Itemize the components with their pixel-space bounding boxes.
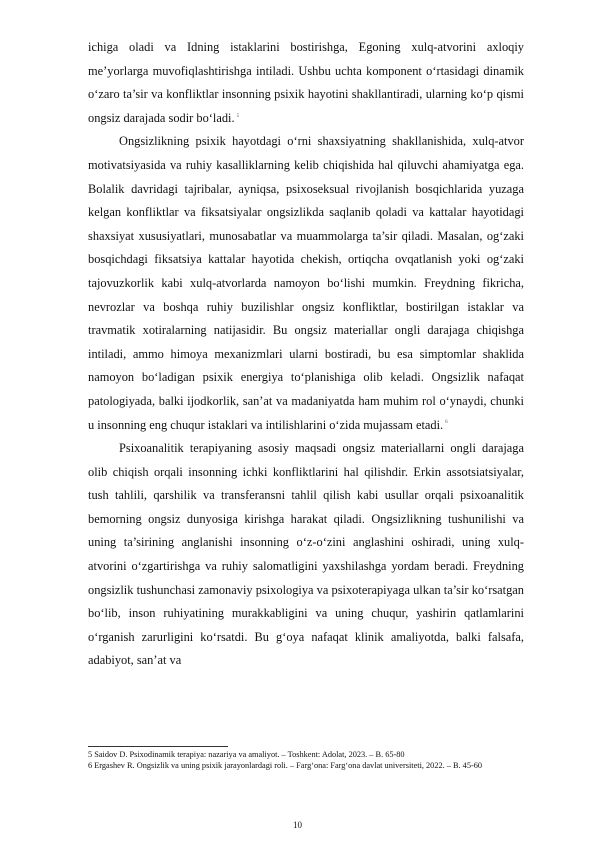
paragraph-1-text: ichiga oladi va Idning istaklarini bostirishga, Egoning xulq-atvorini axloqiy me’yorlarga muvofiqlashtirishga intiladi. Ushbu uchta komponent o‘rtasidagi dinamik o‘zaro ta’sir va konfliktlar insonning psixik hayotini shakllantiradi, ularning ko‘p qismi ongsiz darajada sodir bo‘ladi.: [88, 40, 524, 125]
body-text: [88, 36, 524, 673]
paragraph-1: [88, 36, 524, 130]
paragraph-3: [88, 437, 524, 673]
paragraph-2-text: Ongsizlikning psixik hayotdagi o‘rni shaxsiyatning shakllanishida, xulq-atvor motivatsiyasida va ruhiy kasalliklarning kelib chiqishida hal qiluvchi ahamiyatga ega. Bolalik davridagi tajribalar, ayniqsa, psixoseksual rivojlanish bosqichlarida yuzaga kelgan konfliktlar va fiksatsiyalar ongsizlikda saqlanib qoladi va kattalar hayotidagi shaxsiyat xususiyatlari, munosabatlar va muammolarga ta’sir qiladi. Masalan, og‘zaki bosqichdagi fiksatsiya kattalar hayotida chekish, ortiqcha ovqatlanish yoki og‘zaki tajovuzkorlik kabi xulq-atvorlarda namoyon bo‘lishi mumkin. Freydning fikricha, nevrozlar va boshqa ruhiy buzilishlar ongsiz konfliktlar, bostirilgan istaklar va travmatik xotiralarning natijasidir. Bu ongsiz materiallar ongli darajaga chiqishga intiladi, ammo himoya mexanizmlari ularni bostiradi, bu esa simptomlar shaklida namoyon bo‘ladigan psixik energiya to‘planishiga olib keladi. Ongsizlik nafaqat patologiyada, balki ijodkorlik, san’at va madaniyatda ham muhim rol o‘ynaydi, chunki u insonning eng chuqur istaklari va intilishlarini o‘zida mujassam etadi.: [88, 134, 524, 432]
footnotes: [88, 749, 524, 771]
page-number: 10: [293, 820, 302, 830]
footnote-5: 5 Saidov D. Psixodinamik terapiya: nazariya va amaliyot. – Toshkent: Adolat, 2023. – B. 65-80: [88, 750, 405, 759]
footnote-separator: [88, 746, 228, 747]
footnote-ref-6[interactable]: 6: [445, 420, 448, 426]
paragraph-2: [88, 130, 524, 437]
footnote-6: 6 Ergashev R. Ongsizlik va uning psixik jarayonlardagi roli. – Farg‘ona: Farg‘ona davlat universiteti, 2022. – B. 45-60: [88, 761, 483, 770]
paragraph-3-text: Psixoanalitik terapiyaning asosiy maqsadi ongsiz materiallarni ongli darajaga olib chiqish orqali insonning ichki konfliktlarini hal qilishdir. Erkin assotsiatsiyalar, tush tahlili, qarshilik va transferansni tahlil qilish kabi usullar orqali psixoanalitik bemorning ongsiz dunyosiga kirishga harakat qiladi. Ongsizlikning tushunilishi va uning ta’sirining anglanishi insonning o‘z-o‘zini anglashini oshiradi, uning xulq-atvorini o‘zgartirishga va ruhiy salomatligini yaxshilashga yordam beradi. Freydning ongsizlik tushunchasi zamonaviy psixologiya va psixoterapiyaga ulkan ta’sir ko‘rsatgan bo‘lib, inson ruhiyatining murakkabligini va uning chuqur, yashirin qatlamlarini o‘rganish zarurligini ko‘rsatdi. Bu g‘oya nafaqat klinik amaliyotda, balki falsafa, adabiyot, san’at va: [88, 441, 524, 668]
footnote-ref-5[interactable]: 5: [236, 113, 240, 119]
